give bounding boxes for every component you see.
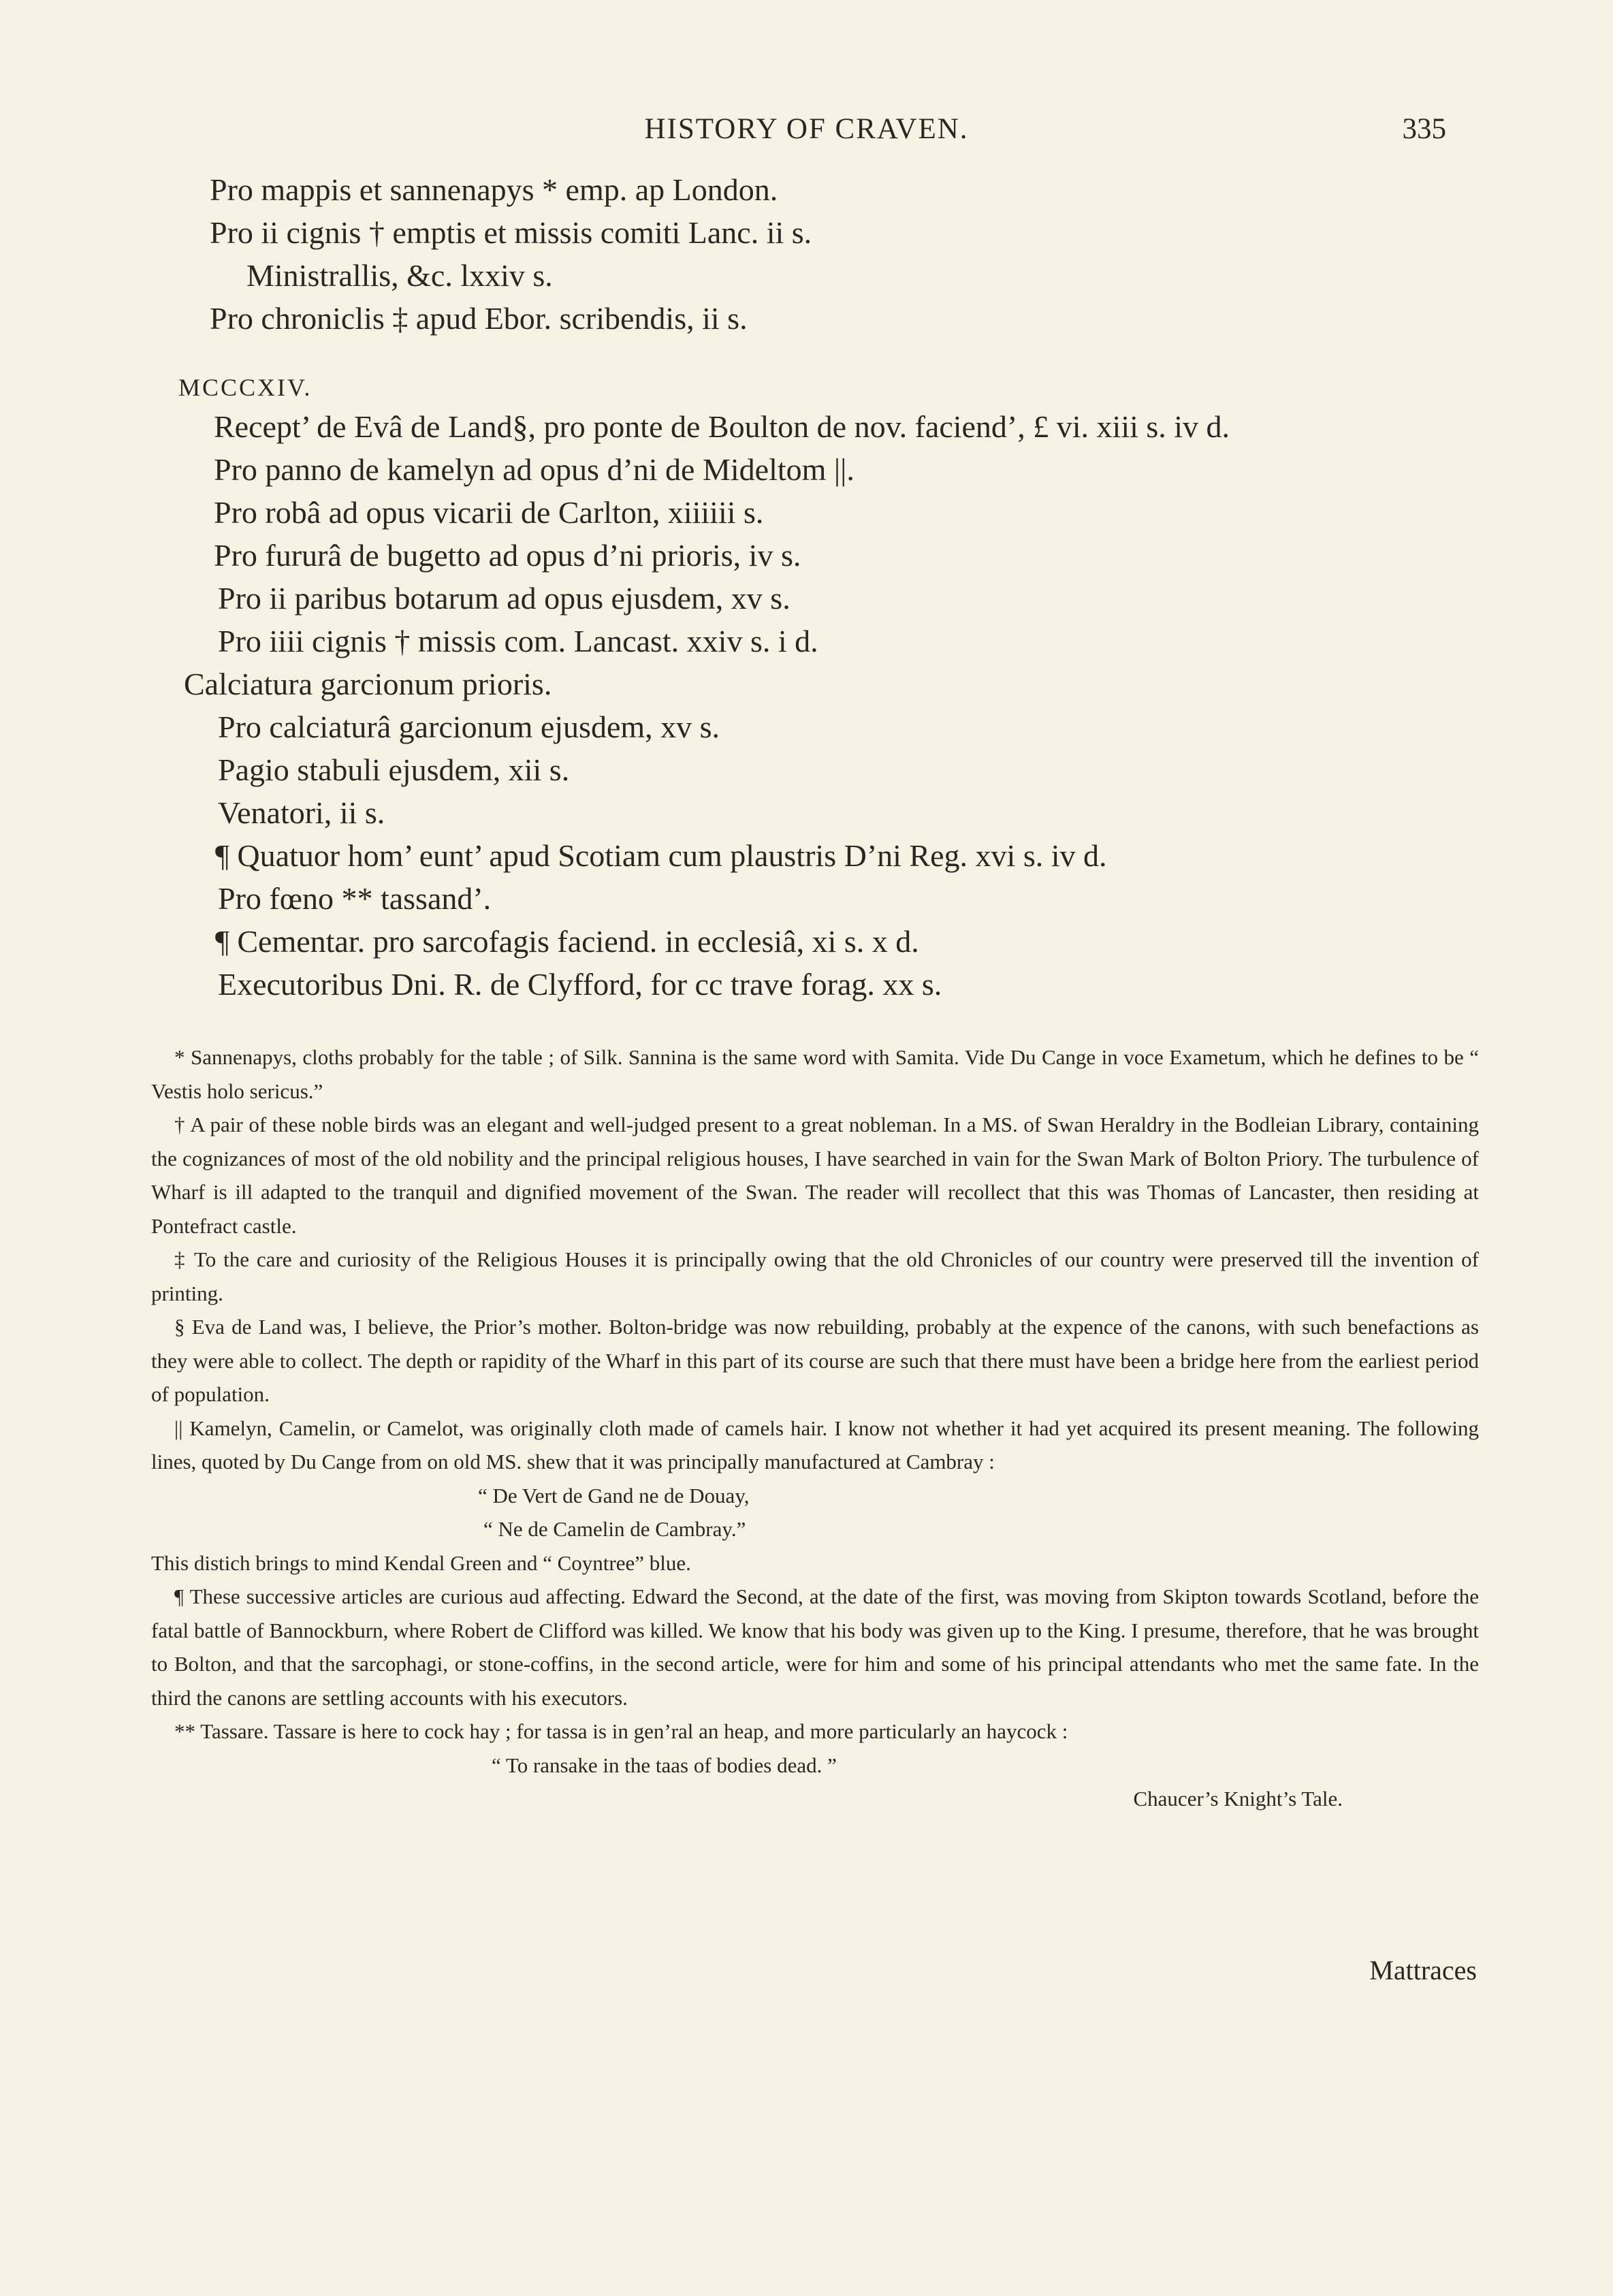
body-line: Pro panno de kamelyn ad opus d’ni de Mideltom ||.	[214, 452, 855, 487]
body-line: Pro calciaturâ garcionum ejusdem, xv s.	[218, 709, 720, 744]
body-line: ¶ Quatuor hom’ eunt’ apud Scotiam cum plaustris D’ni Reg. xvi s. iv d.	[215, 838, 1107, 873]
body-line: Executoribus Dni. R. de Clyfford, for cc trave forag. xx s.	[218, 967, 942, 1002]
footnote: || Kamelyn, Camelin, or Camelot, was originally cloth made of camels hair. I know not whether it had yet acquired its present meaning. The following lines, quoted by Du Cange from on old MS. shew that it was principally manufactured at Cambray :	[151, 1416, 1479, 1473]
body-line: Pro chroniclis ‡ apud Ebor. scribendis, ii s.	[210, 301, 748, 336]
footnote: § Eva de Land was, I believe, the Prior’s mother. Bolton-bridge was now rebuilding, probably at the expence of the canons, with such benefactions as they were able to collect. The depth or rapidity of the Wharf in this part of its course are such that there must have been a bridge here from the earliest period of population.	[151, 1315, 1479, 1406]
footnote: ¶ These successive articles are curious aud affecting. Edward the Second, at the date of the first, was moving from Skipton towards Scotland, before the fatal battle of Bannockburn, where Robert de Clifford was killed. We know that his body was given up to the King. I presume, therefore, that he was brought to Bolton, and that the sarcophagi, or stone-coffins, in the second article, were for him and some of his principal attendants who met the same fate. In the third the canons are settling accounts with his executors.	[151, 1584, 1479, 1710]
body-line: Pro mappis et sannenapys * emp. ap London.	[210, 172, 778, 207]
body-line: Pro iiii cignis † missis com. Lancast. xxiv s. i d.	[218, 624, 818, 658]
body-line: Ministrallis, &c. lxxiv s.	[246, 258, 553, 293]
body-line: Recept’ de Evâ de Land§, pro ponte de Boulton de nov. faciend’, £ vi. xiii s. iv d.	[214, 409, 1230, 444]
body-line: Pagio stabuli ejusdem, xii s.	[218, 752, 570, 787]
verse-line: “ De Vert de Gand ne de Douay,	[478, 1483, 750, 1508]
running-title: HISTORY OF CRAVEN.	[644, 113, 969, 145]
catchword: Mattraces	[1369, 1955, 1477, 1986]
body-line: Calciatura garcionum prioris.	[184, 667, 552, 701]
body-line: Pro ii cignis † emptis et missis comiti Lanc. ii s.	[210, 215, 812, 250]
footnote: * Sannenapys, cloths probably for the table ; of Silk. Sannina is the same word with Samita. Vide Du Cange in voce Exametum, which he defines to be “ Vestis holo sericus.”	[151, 1045, 1479, 1103]
attribution: Chaucer’s Knight’s Tale.	[1133, 1787, 1343, 1811]
footnote: ‡ To the care and curiosity of the Religious Houses it is principally owing that the old Chronicles of our country were preserved till the invention of printing.	[151, 1247, 1479, 1305]
body-line: Pro fœno ** tassand’.	[218, 881, 492, 916]
body-line: Pro ii paribus botarum ad opus ejusdem, xv s.	[218, 581, 790, 616]
footnote: † A pair of these noble birds was an elegant and well-judged present to a great nobleman. In a MS. of Swan Heraldry in the Bodleian Library, containing the cognizances of most of the old nobility and the principal religious houses, I have searched in vain for the Swan Mark of Bolton Priory. The turbulence of Wharf is ill adapted to the tranquil and dignified movement of the Swan. The reader will recollect that this was Thomas of Lancaster, then residing at Pontefract castle.	[151, 1113, 1479, 1238]
body-line: Pro fururâ de bugetto ad opus d’ni prioris, iv s.	[214, 538, 801, 573]
footnotes	[151, 1040, 1479, 1816]
body-line: Venatori, ii s.	[218, 795, 385, 830]
body-line: Pro robâ ad opus vicarii de Carlton, xiiiiii s.	[214, 495, 764, 530]
footnote: ** Tassare. Tassare is here to cock hay ; for tassa is in gen’ral an heap, and more particularly an haycock :	[174, 1719, 1068, 1743]
page-number: 335	[1402, 113, 1446, 145]
verse-line: “ Ne de Camelin de Cambray.”	[483, 1517, 746, 1541]
body-line: ¶ Cementar. pro sarcofagis faciend. in ecclesiâ, xi s. x d.	[215, 924, 919, 959]
year-heading: MCCCXIV.	[178, 374, 313, 401]
footnote-continuation: This distich brings to mind Kendal Green and “ Coyntree” blue.	[151, 1550, 691, 1575]
verse-line: “ To ransake in the taas of bodies dead. ”	[492, 1753, 837, 1777]
